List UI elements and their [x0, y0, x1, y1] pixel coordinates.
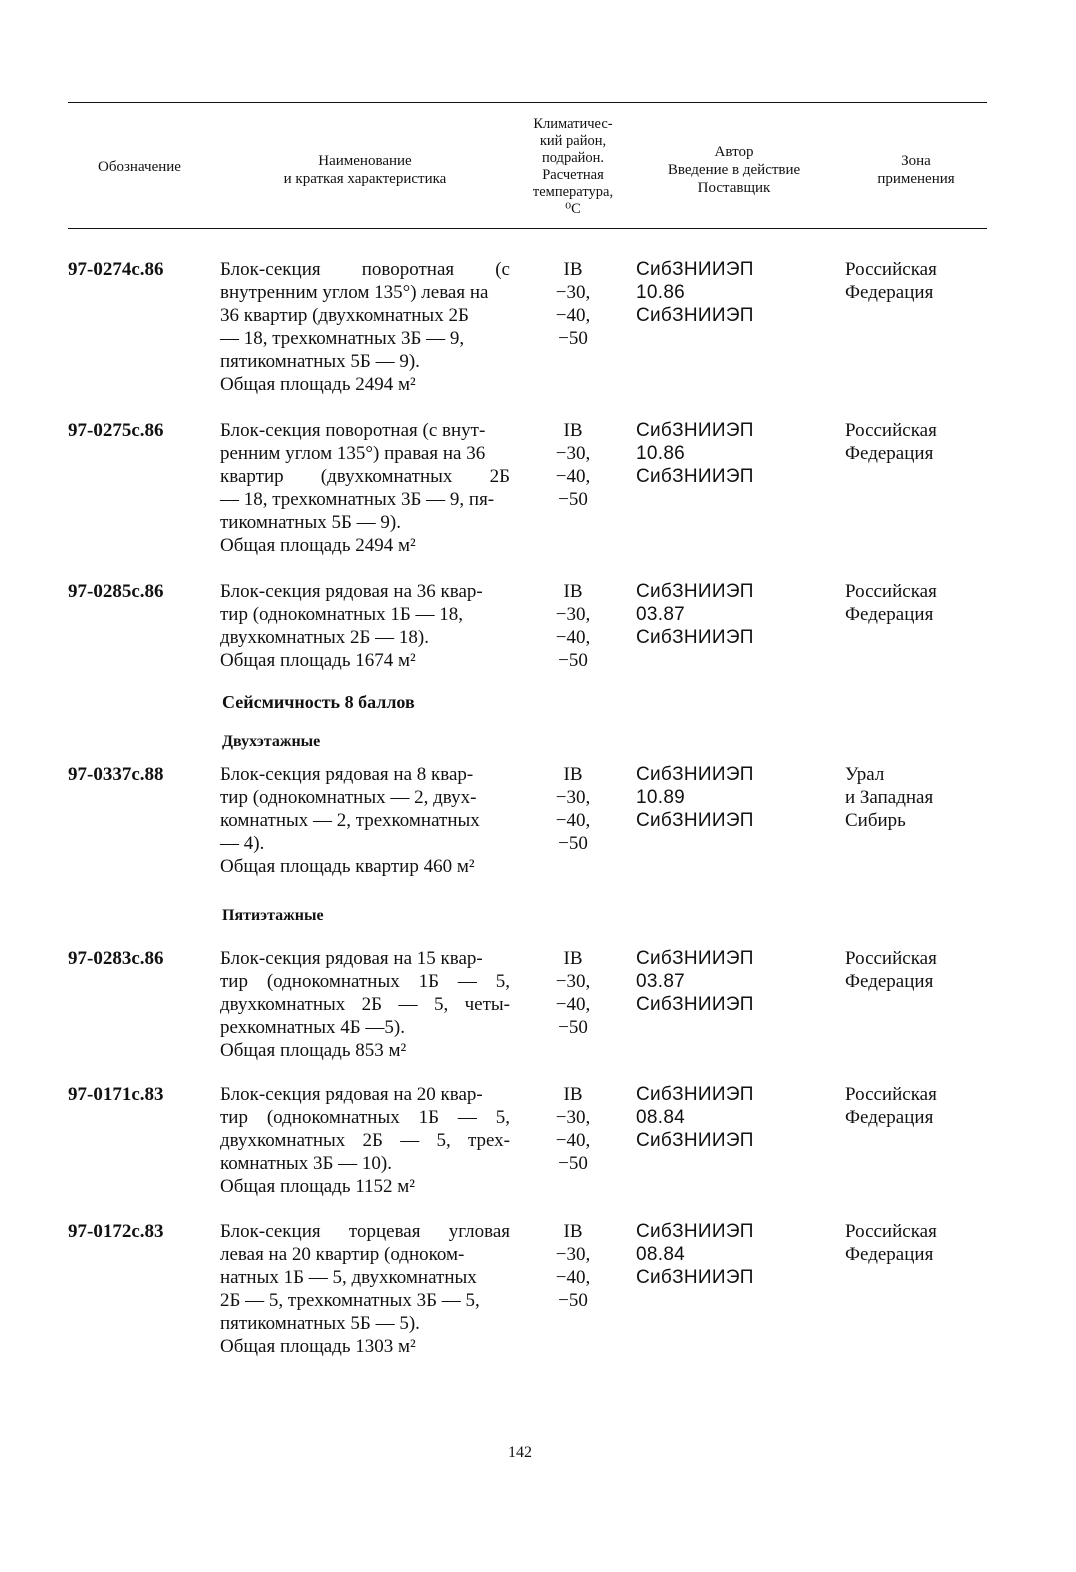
application-zone: Российская Федерация: [845, 1221, 937, 1265]
designation-code: 97-0285с.86: [68, 581, 164, 602]
author-info: СибЗНИИЭП 03.87 СибЗНИИЭП: [636, 581, 754, 648]
total-area: Общая площадь квартир 460 м²: [220, 856, 475, 877]
designation-code: 97-0172с.83: [68, 1221, 164, 1242]
total-area: Общая площадь 2494 м²: [220, 374, 416, 395]
climate-values: IВ −30, −40, −50: [555, 764, 591, 854]
header-zone: Зона применения: [877, 153, 955, 187]
total-area: Общая площадь 1303 м²: [220, 1336, 416, 1357]
author-info: СибЗНИИЭП 10.86 СибЗНИИЭП: [636, 420, 754, 487]
climate-values: IВ −30, −40, −50: [555, 948, 591, 1038]
total-area: Общая площадь 853 м²: [220, 1040, 407, 1061]
application-zone: Российская Федерация: [845, 420, 937, 464]
description: Блок-секция рядовая на 15 квар- тир (однокомнатных 1Б — 5, двухкомнатных 2Б — 5, четы- рехкомнатных 4Б —5). Общая площадь 853 м²: [220, 948, 510, 1061]
author-info: СибЗНИИЭП 10.89 СибЗНИИЭП: [636, 764, 754, 831]
subsection-two-storey: Двухэтажные: [222, 733, 321, 750]
climate-values: IВ −30, −40, −50: [555, 1084, 591, 1174]
author-info: СибЗНИИЭП 10.86 СибЗНИИЭП: [636, 259, 754, 326]
header-name: Наименование и краткая характеристика: [283, 153, 447, 187]
author-info: СибЗНИИЭП 08.84 СибЗНИИЭП: [636, 1221, 754, 1288]
table-top-rule: [68, 102, 987, 103]
designation-code: 97-0337с.88: [68, 764, 164, 785]
application-zone: Российская Федерация: [845, 948, 937, 992]
designation-code: 97-0283с.86: [68, 948, 164, 969]
description: Блок-секция торцевая угловая левая на 20 квартир (одноком- натных 1Б — 5, двухкомнатных 2Б — 5, трехкомнатных 3Б — 5, пятикомнатных 5Б — 5). Общая площадь 1303 м²: [220, 1221, 510, 1357]
section-heading-seismic: Сейсмичность 8 баллов: [222, 692, 415, 712]
total-area: Общая площадь 1674 м²: [220, 650, 416, 671]
total-area: Общая площадь 2494 м²: [220, 535, 416, 556]
header-climate: Климатичес- кий район, подрайон. Расчетная температура, ⁰С: [532, 116, 614, 217]
application-zone: Урал и Западная Сибирь: [845, 764, 934, 831]
header-author: Автор Введение в действие Поставщик: [667, 144, 801, 196]
description: Блок-секция поворотная (с внут- ренним углом 135°) правая на 36 квартир (двухкомнатных 2Б — 18, трехкомнатных 3Б — 9, пя- тикомнатных 5Б — 9). Общая площадь 2494 м²: [220, 420, 510, 556]
designation-code: 97-0275с.86: [68, 420, 164, 441]
author-info: СибЗНИИЭП 03.87 СибЗНИИЭП: [636, 948, 754, 1015]
total-area: Общая площадь 1152 м²: [220, 1176, 416, 1197]
designation-code: 97-0274с.86: [68, 259, 164, 280]
description: Блок-секция рядовая на 20 квар- тир (однокомнатных 1Б — 5, двухкомнатных 2Б — 5, трех- комнатных 3Б — 10). Общая площадь 1152 м²: [220, 1084, 510, 1197]
author-info: СибЗНИИЭП 08.84 СибЗНИИЭП: [636, 1084, 754, 1151]
climate-values: IВ −30, −40, −50: [555, 420, 591, 510]
subsection-five-storey: Пятиэтажные: [222, 907, 324, 924]
description: Блок-секция рядовая на 8 квар- тир (однокомнатных — 2, двух- комнатных — 2, трехкомнатных — 4). Общая площадь квартир 460 м²: [220, 763, 510, 878]
page-number: 142: [508, 1444, 532, 1461]
designation-code: 97-0171с.83: [68, 1084, 164, 1105]
application-zone: Российская Федерация: [845, 259, 937, 303]
application-zone: Российская Федерация: [845, 1084, 937, 1128]
application-zone: Российская Федерация: [845, 581, 937, 625]
climate-values: IВ −30, −40, −50: [555, 581, 591, 671]
climate-values: IВ −30, −40, −50: [555, 1221, 591, 1311]
description: Блок-секция поворотная (с внутренним углом 135°) левая на 36 квартир (двухкомнатных 2Б — 18, трехкомнатных 3Б — 9, пятикомнатных 5Б — 9). Общая площадь 2494 м²: [220, 259, 510, 395]
header-designation: Обозначение: [98, 159, 181, 175]
climate-values: IВ −30, −40, −50: [555, 259, 591, 349]
description: Блок-секция рядовая на 36 квар- тир (однокомнатных 1Б — 18, двухкомнатных 2Б — 18). Общая площадь 1674 м²: [220, 580, 510, 672]
table-header-rule: [68, 228, 987, 229]
